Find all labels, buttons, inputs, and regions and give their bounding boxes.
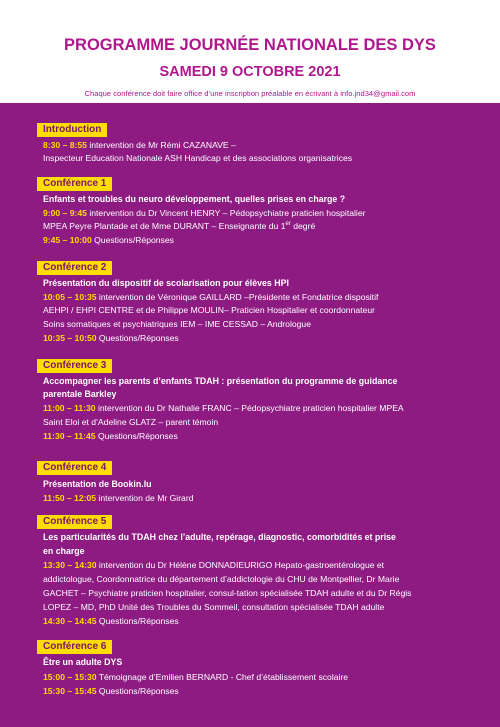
conference-3-title-line-1: Accompagner les parents d’enfants TDAH : présentation du programme de guidance bbox=[43, 376, 398, 386]
c3-line-2: Saint Eloi et d’Adeline GLATZ – parent témoin bbox=[43, 417, 219, 427]
time-slot: 11:30 – 11:45 bbox=[43, 431, 96, 441]
c3-line-3: 11:30 – 11:45 Questions/Réponses bbox=[43, 431, 178, 441]
page-title: PROGRAMME JOURNÉE NATIONALE DES DYS bbox=[64, 36, 436, 54]
conference-2-title: Présentation du dispositif de scolarisation pour élèves HPI bbox=[43, 278, 289, 288]
conference-6-title: Être un adulte DYS bbox=[43, 657, 123, 667]
badge-conference-1: Conférence 1 bbox=[37, 177, 112, 191]
conference-3-title-line-2: parentale Barkley bbox=[43, 389, 117, 399]
time-slot: 10:35 – 10:50 bbox=[43, 333, 97, 343]
program-panel bbox=[0, 103, 500, 727]
conference-1-title: Enfants et troubles du neuro développement, quelles prises en charge ? bbox=[43, 194, 346, 204]
conference-5-title-line-1: Les particularités du TDAH chez l’adulte, repérage, diagnostic, comorbidités et prise bbox=[43, 532, 396, 542]
badge-conference-3: Conférence 3 bbox=[37, 359, 112, 373]
header bbox=[0, 0, 500, 103]
c6-line-1: 15:00 – 15:30 Témoignage d’Emilien BERNARD - Chef d’établissement scolaire bbox=[43, 672, 349, 682]
c2-line-3: Soins somatiques et psychiatriques IEM – IME CESSAD – Andrologue bbox=[43, 319, 311, 329]
c5-line-3: GACHET – Psychiatre praticien hospitalier, consul-tation spécialisée TDAH adulte et du Dr Régis bbox=[43, 588, 412, 598]
badge-conference-4: Conférence 4 bbox=[37, 461, 112, 475]
registration-note: Chaque conférence doit faire office d’une inscription préalable en écrivant à info.jnd34@gmail.com bbox=[84, 89, 416, 98]
c1-line-1: 9:00 – 9:45 intervention du Dr Vincent HENRY – Pédopsychiatre praticien hospitalier bbox=[43, 208, 366, 218]
time-slot: 14:30 – 14:45 bbox=[43, 616, 97, 626]
time-slot: 11:00 – 11:30 bbox=[43, 403, 96, 413]
c1-line-2: MPEA Peyre Plantade et de Mme DURANT – Enseignante du 1er degré bbox=[43, 221, 316, 231]
c5-line-1: 13:30 – 14:30 intervention du Dr Hélène DONNADIEURIGO Hepato-gastroentérologue et bbox=[43, 560, 385, 570]
c6-line-2: 15:30 – 15:45 Questions/Réponses bbox=[43, 686, 179, 696]
c4-line-1: 11:50 – 12:05 intervention de Mr Girard bbox=[43, 493, 194, 503]
time-slot: 15:00 – 15:30 bbox=[43, 672, 97, 682]
c2-line-2: AEHPI / EHPI CENTRE et de Philippe MOULIN– Praticien Hospitalier et coordonnateur bbox=[43, 305, 375, 315]
time-slot: 11:50 – 12:05 bbox=[43, 493, 97, 503]
badge-conference-6: Conférence 6 bbox=[37, 640, 112, 654]
time-slot: 15:30 – 15:45 bbox=[43, 686, 97, 696]
time-slot: 10:05 – 10:35 bbox=[43, 292, 97, 302]
intro-line-2: Inspecteur Education Nationale ASH Handicap et des associations organisatrices bbox=[43, 153, 353, 163]
badge-conference-2: Conférence 2 bbox=[37, 261, 112, 275]
c5-line-5: 14:30 – 14:45 Questions/Réponses bbox=[43, 616, 179, 626]
time-slot: 9:45 – 10:00 bbox=[43, 235, 92, 245]
time-slot: 9:00 – 9:45 bbox=[43, 208, 87, 218]
c1-line-3: 9:45 – 10:00 Questions/Réponses bbox=[43, 235, 174, 245]
time-slot: 13:30 – 14:30 bbox=[43, 560, 97, 570]
c5-line-2: addictologue, Coordonnatrice du département d’addictologie du CHU de Montpellier, Dr Marie bbox=[43, 574, 400, 584]
time-slot: 8:30 – 8:55 bbox=[43, 140, 87, 150]
c3-line-1: 11:00 – 11:30 intervention du Dr Nathalie FRANC – Pédopsychiatre praticien hospitalier MPEA bbox=[43, 403, 404, 413]
c5-line-4: LOPEZ – MD, PhD Unité des Troubles du Sommeil, consultation spécialisée TDAH adulte bbox=[43, 602, 385, 612]
conference-5-title-line-2: en charge bbox=[43, 546, 85, 556]
intro-line-1: 8:30 – 8:55 intervention de Mr Rémi CAZANAVE – bbox=[43, 140, 236, 150]
c2-line-1: 10:05 – 10:35 intervention de Véronique GAILLARD –Présidente et Fondatrice dispositif bbox=[43, 292, 379, 302]
conference-4-title: Présentation de Bookin.lu bbox=[43, 479, 152, 489]
badge-introduction: Introduction bbox=[37, 123, 107, 137]
badge-conference-5: Conférence 5 bbox=[37, 515, 112, 529]
c2-line-4: 10:35 – 10:50 Questions/Réponses bbox=[43, 333, 179, 343]
event-date: SAMEDI 9 OCTOBRE 2021 bbox=[159, 64, 341, 80]
